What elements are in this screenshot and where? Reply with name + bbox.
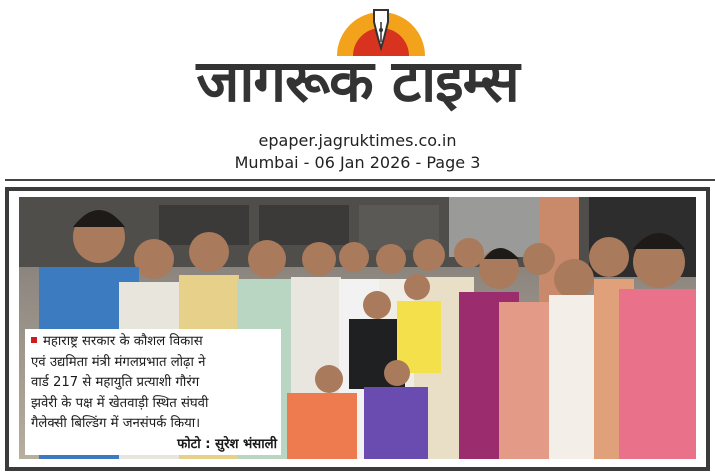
caption-line: गैलेक्सी बिल्डिंग में जनसंपर्क किया।	[31, 416, 201, 431]
edition-info	[0, 130, 715, 174]
caption-line: महाराष्ट्र सरकार के कौशल विकास	[31, 332, 277, 353]
news-clipping	[5, 187, 710, 471]
caption-line: झवेरी के पक्ष में खेतवाड़ी स्थित संघवी	[31, 395, 209, 411]
header-divider	[5, 179, 715, 181]
edition-date-page: Mumbai - 06 Jan 2026 - Page 3	[234, 153, 481, 172]
newspaper-title: जागरूक टाइम्स	[196, 47, 519, 115]
red-square-bullet-icon	[31, 337, 37, 343]
photo-caption	[25, 329, 281, 455]
news-photo	[19, 197, 696, 459]
photo-credit: फोटो : सुरेश भंसाली	[177, 436, 277, 452]
epaper-url-link[interactable]: epaper.jagruktimes.co.in	[258, 131, 457, 150]
caption-line: वार्ड 217 से महायुति प्रत्याशी गौरंग	[31, 375, 200, 390]
caption-line: एवं उद्यमिता मंत्री मंगलप्रभात लोढ़ा ने	[31, 354, 206, 370]
masthead	[0, 0, 715, 178]
